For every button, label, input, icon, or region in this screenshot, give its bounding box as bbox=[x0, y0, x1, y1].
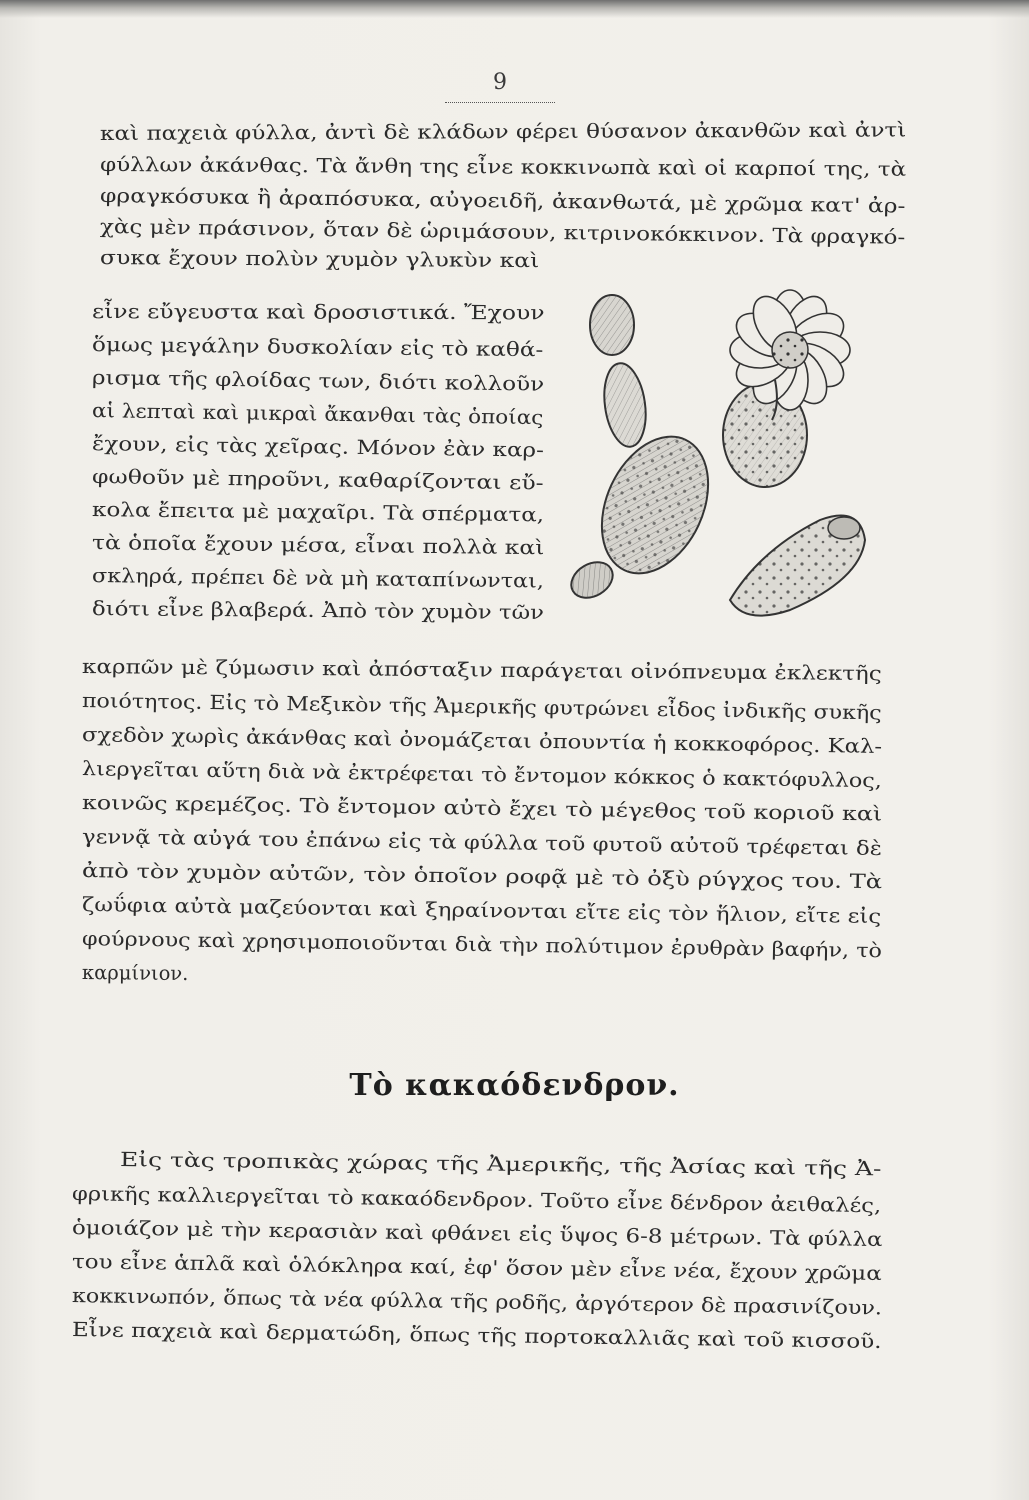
text-line: χὰς μὲν πράσινον, ὅταν δὲ ὡριμάσουν, κιτρινοκόκκινον. Τὰ φραγκό- bbox=[99, 215, 906, 249]
text-line: ρισμα τῆς φλοίδας των, διότι κολλοῦν bbox=[91, 366, 545, 396]
text-line: τὰ ὁποῖα ἔχουν μέσα, εἶναι πολλὰ καὶ bbox=[91, 531, 545, 560]
text-line: φύλλων ἀκάνθας. Τὰ ἄνθη της εἶνε κοκκινωπὰ καὶ οἱ καρποί της, τὰ bbox=[99, 153, 907, 181]
text-line: του εἶνε ἁπλᾶ καὶ ὁλόκληρα καί, ἐφ' ὅσον μὲν εἶνε νέα, ἔχουν χρῶμα bbox=[71, 1250, 883, 1285]
text-line: φούρνους καὶ χρησιμοποιοῦνται διὰ τὴν πολύτιμον ἐρυθρὰν βαφήν, τὸ bbox=[81, 927, 883, 963]
text-line: ἔχουν, εἰς τὰς χεῖρας. Μόνον ἐὰν καρ- bbox=[91, 432, 545, 462]
cactus-bud-left bbox=[565, 555, 619, 605]
text-line: Εἶνε παχειὰ καὶ δερματώδη, ὅπως τῆς πορτοκαλλιᾶς καὶ τοῦ κισσοῦ. bbox=[71, 1318, 882, 1353]
text-line: φραγκόσυκα ἢ ἀραπόσυκα, αὐγοειδῆ, ἀκανθωτά, μὲ χρῶμα κατ' ἀρ- bbox=[99, 184, 906, 218]
text-line: Εἰς τὰς τροπικὰς χώρας τῆς Ἀμερικῆς, τῆς Ἀσίας καὶ τῆς Ἀ- bbox=[119, 1148, 882, 1181]
text-line: λιεργεῖται αὕτη διὰ νὰ ἐκτρέφεται τὸ ἔντομον κόκκος ὁ κακτόφυλλος, bbox=[81, 757, 883, 793]
text-line: κοινῶς κρεμέζος. Τὸ ἔντομον αὐτὸ ἔχει τὸ μέγεθος τοῦ κοριοῦ καὶ bbox=[81, 791, 883, 826]
text-line: φωθοῦν μὲ πηροῦνι, καθαρίζονται εὔ- bbox=[91, 465, 544, 495]
cactus-fruit-bottom bbox=[730, 516, 865, 616]
text-line: διότι εἶνε βλαβερά. Ἀπὸ τὸν χυμὸν τῶν bbox=[91, 597, 545, 625]
cactus-pad-top bbox=[590, 295, 634, 355]
text-line: εἶνε εὔγευστα καὶ δροσιστικά. Ἔχουν bbox=[91, 300, 545, 325]
text-line: ζωΰφια αὐτὰ μαζεύονται καὶ ξηραίνονται εἴτε εἰς τὸν ἥλιον, εἴτε εἰς bbox=[81, 893, 882, 928]
cactus-pad-stem bbox=[599, 361, 650, 450]
page-number: 9 bbox=[493, 70, 507, 95]
page-number-rule bbox=[445, 102, 555, 103]
text-line: γεννᾷ τὰ αὐγά του ἐπάνω εἰς τὰ φύλλα τοῦ φυτοῦ αὐτοῦ τρέφεται δὲ bbox=[81, 825, 883, 860]
text-line: ὅμως μεγάλην δυσκολίαν εἰς τὸ καθά- bbox=[91, 333, 544, 362]
text-line: κολα ἔπειτα μὲ μαχαῖρι. Τὰ σπέρματα, bbox=[91, 498, 545, 527]
text-line: καὶ παχειὰ φύλλα, ἀντὶ δὲ κλάδων φέρει θύσανον ἀκανθῶν καὶ ἀντὶ bbox=[99, 118, 907, 145]
section-heading-cacao: Τὸ κακαόδενδρον. bbox=[349, 1068, 680, 1103]
text-line: ἀπὸ τὸν χυμὸν αὐτῶν, τὸν ὁποῖον ροφᾷ μὲ τὸ ὀξὺ ρύγχος του. Τὰ bbox=[81, 859, 883, 894]
text-line: καρπῶν μὲ ζύμωσιν καὶ ἀπόσταξιν παράγεται οἰνόπνευμα ἐκλεκτῆς bbox=[81, 655, 882, 686]
text-line: φρικῆς καλλιεργεῖται τὸ κακαόδενδρον. Τοῦτο εἶνε δένδρον ἀειθαλές, bbox=[71, 1182, 882, 1218]
prickly-pear-cactus-illustration bbox=[560, 280, 880, 640]
text-line: καρμίνιον. bbox=[81, 961, 189, 986]
text-line: σκληρά, πρέπει δὲ νὰ μὴ καταπίνωνται, bbox=[91, 564, 545, 593]
text-line: ὁμοιάζον μὲ τὴν κερασιὰν καὶ φθάνει εἰς ὕψος 6-8 μέτρων. Τὰ φύλλα bbox=[71, 1216, 883, 1252]
text-line: συκα ἔχουν πολὺν χυμὸν γλυκὺν καὶ bbox=[99, 246, 540, 273]
text-line: ποιότητος. Εἰς τὸ Μεξικὸν τῆς Ἀμερικῆς φυτρώνει εἶδος ἰνδικῆς συκῆς bbox=[81, 689, 882, 725]
text-line: σχεδὸν χωρὶς ἀκάνθας καὶ ὀνομάζεται ὀπουντία ἡ κοκκοφόρος. Καλ- bbox=[81, 723, 883, 758]
scan-top-shadow bbox=[0, 0, 1029, 18]
text-line: αἱ λεπταὶ καὶ μικραὶ ἄκανθαι τὰς ὁποίας bbox=[91, 399, 544, 430]
text-line: κοκκινωπόν, ὅπως τὰ νέα φύλλα τῆς ροδῆς, ἀργότερον δὲ πρασινίζουν. bbox=[71, 1284, 883, 1320]
